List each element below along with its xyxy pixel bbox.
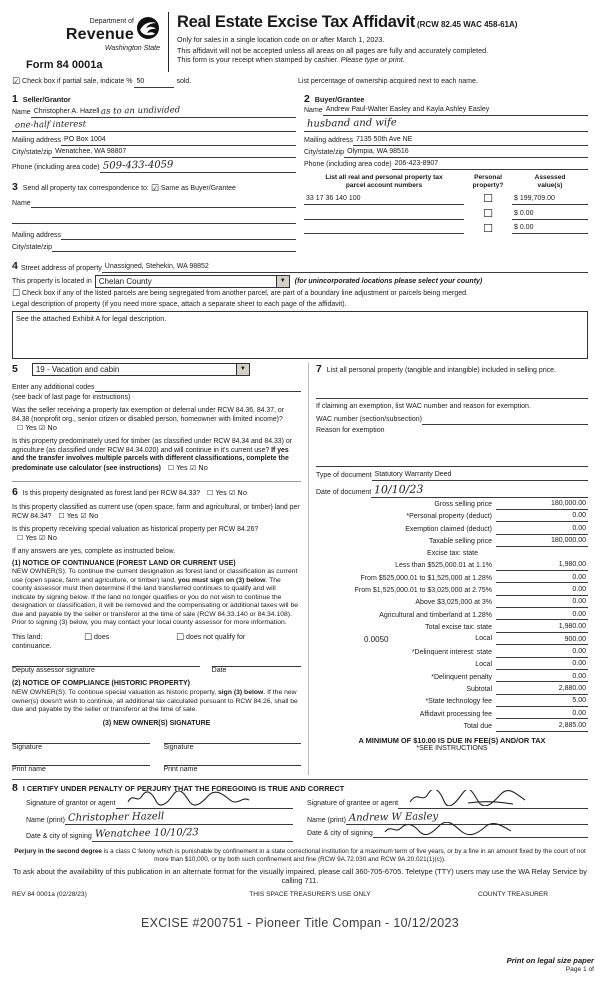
buyer-phone-value: 206-423-8907 xyxy=(394,159,439,167)
parcel-row xyxy=(304,193,588,205)
agency-top-label: Department of xyxy=(89,17,134,25)
same-as-buyer-checkbox[interactable]: ☑ xyxy=(150,184,159,195)
assessed-value-field-3[interactable]: $ 0.00 xyxy=(512,224,588,234)
tax-value: 0.00 xyxy=(496,611,588,621)
partial-sale-label-post: sold. xyxy=(176,78,192,86)
section6-number: 6 xyxy=(12,486,18,499)
partial-sale-line xyxy=(12,78,191,88)
ownership-note: List percentage of ownership acquired next to each name. xyxy=(298,78,478,86)
assessed-value-field-2[interactable]: $ 0.00 xyxy=(512,210,588,220)
use-code-select[interactable] xyxy=(32,363,250,376)
form-title-rcw: (RCW 82.45 WAC 458-61A) xyxy=(416,20,518,29)
reason-for-exemption-label: Reason for exemption xyxy=(316,427,385,434)
tax-value: 180,000.00 xyxy=(496,500,588,510)
tax-row: *Delinquent penalty 0.00 xyxy=(431,672,586,681)
wac-number-field[interactable] xyxy=(422,415,588,425)
print-name-label-2: Print name xyxy=(163,765,198,773)
deputy-assessor-label: Deputy assessor signature xyxy=(12,666,95,674)
buyer-name-value: Andrew Paul-Walter Easley and Kayla Ashley Easley xyxy=(325,106,490,114)
seller-city-label: City/state/zip xyxy=(12,148,53,156)
grantee-date-city-field[interactable] xyxy=(373,828,588,838)
corr-mailing-label: Mailing address xyxy=(12,231,62,239)
header-divider xyxy=(168,12,169,72)
notice1-title: (1) NOTICE OF CONTINUANCE (FOREST LAND OR CURRENT USE) xyxy=(12,559,236,567)
tax-value: 0.00 xyxy=(496,660,588,670)
buyer-mailing-value: 7135 50th Ave NE xyxy=(356,135,413,143)
tax-row: Taxable selling price 180,000.00 xyxy=(428,537,586,546)
historical-yesno-checkboxes[interactable]: ☐ Yes ☑ No xyxy=(17,534,58,543)
buyer-phone-field[interactable] xyxy=(392,160,588,170)
partial-sale-checkbox[interactable]: ☑ xyxy=(12,77,21,88)
print-name-label-1: Print name xyxy=(12,765,46,773)
corr-name-label: Name xyxy=(12,199,31,207)
grantee-signature-label: Signature of grantee or agent xyxy=(307,800,399,808)
notice2-body: NEW OWNER(S): To continue special valuation as historic property, sign (3) below. If the new owner(s) doesn't wish to continue, all additional tax calculated pursuant to RCW 84.26, shall be due and payable by the seller or transferor at the time of sale. xyxy=(12,689,298,713)
buyer-name-field-line2[interactable] xyxy=(304,118,588,132)
section1-number: 1 xyxy=(12,93,18,105)
buyer-name-handwriting: husband and wife xyxy=(306,117,397,130)
use-code-value: 19 - Vacation and cabin xyxy=(35,364,120,374)
page-number: Page 1 of xyxy=(565,965,594,973)
corr-city-label: City/state/zip xyxy=(12,243,53,251)
tax-row: Total excise tax: state 1,980.00 xyxy=(425,622,586,631)
tax-value: 0.00 xyxy=(496,512,588,522)
tax-row: Subtotal 2,880.00 xyxy=(466,684,586,693)
header-note-2: This affidavit will not be accepted unless all areas on all pages are fully and accurately completed. xyxy=(177,45,489,55)
partial-sale-percent-field[interactable]: 50 xyxy=(134,78,174,88)
section7-number: 7 xyxy=(316,363,322,376)
grantee-date-city-label: Date & city of signing xyxy=(307,829,373,837)
grantor-signature-field[interactable] xyxy=(116,799,293,809)
type-of-document-label: Type of document xyxy=(316,472,372,479)
corr-name-field-line2[interactable] xyxy=(12,214,296,224)
forest-land-question: Is this property designated as forest land per RCW 84.33? xyxy=(22,490,201,498)
section1-title: Seller/Grantor xyxy=(22,95,71,104)
tax-row: *Delinquent interest: state 0.00 xyxy=(411,647,586,656)
additional-codes-label: Enter any additional codes xyxy=(12,383,95,391)
section3-number: 3 xyxy=(12,181,18,194)
notice1-body: NEW OWNER(S): To continue the current designation as forest land or classification as current use (open space, farm and agriculture, or timber) land, you must sign on (3) below. The county assessor must then determine if the land transferred continues to qualify and will indicate by signing below. If the land no longer qualifies or you do not wish to continue the designation or classification, it will be removed and the compensating or additional taxes will be due and payable by the seller or transferor at the time of sale (RCW 84.33.140 or 84.34.108). Prior to signing (3) below, you may contact your local county assessor for more information. xyxy=(12,568,299,627)
seller-mailing-field[interactable] xyxy=(61,136,296,146)
timber-yesno-checkboxes[interactable]: ☐ Yes ☑ No xyxy=(167,463,208,472)
section4-number: 4 xyxy=(12,260,18,273)
located-in-label: This property is located in xyxy=(12,277,92,285)
header-note-3-italic: Please type or print. xyxy=(340,54,405,64)
use-code-dropdown-arrow-icon[interactable]: ▼ xyxy=(236,364,249,375)
parcel-col2-header: Personal property? xyxy=(472,173,504,189)
tax-row: Less than $525,000.01 at 1.1% 1,980.00 xyxy=(395,561,586,570)
seller-mailing-value: PO Box 1004 xyxy=(64,135,106,143)
seller-name-field[interactable] xyxy=(31,106,296,118)
seller-phone-label: Phone (including area code) xyxy=(12,164,100,172)
tax-value: 1,980.00 xyxy=(496,623,588,633)
new-owner-signature-title: (3) NEW OWNER(S) SIGNATURE xyxy=(102,720,211,728)
grantee-name-print-handwriting: Andrew W Easley xyxy=(348,811,439,824)
personal-property-blank-line[interactable] xyxy=(316,398,588,399)
legal-description-label: Legal description of property (if you need more space, attach a separate sheet to each page of the affidavit). xyxy=(12,301,347,309)
grantor-date-city-handwriting: Wenatchee 10/10/23 xyxy=(94,827,199,841)
section8-number: 8 xyxy=(12,781,18,794)
seller-name-handwriting-2: one-half interest xyxy=(14,119,87,131)
county-select[interactable] xyxy=(95,275,290,288)
type-of-document-field[interactable] xyxy=(372,471,588,481)
perjury-notice: Perjury in the second degree is a class C felony which is punishable by confinement in a state correctional institution for a maximum term of five years, or by a fine in an amount fixed by the court of not more than $10,000, or by both such confinement and fine (RCW 9A.72.030 and RCW 9A.20.021(1)(c)). xyxy=(14,847,586,863)
buyer-phone-label: Phone (including area code) xyxy=(304,160,392,168)
print-legal-size-note: Print on legal size paper xyxy=(506,956,594,966)
answers-yes-note: If any answers are yes, complete as instructed below. xyxy=(12,548,176,555)
historical-question: Is this property receiving special valuation as historical property per RCW 84.26? xyxy=(12,525,259,533)
seller-city-value: Wenatchee, WA 98807 xyxy=(55,147,127,155)
current-use-question: Is this property classified as current use (open space, farm and agricultural, or timber) land per RCW 84.34? xyxy=(12,503,300,521)
grantor-date-city-field[interactable] xyxy=(92,828,293,842)
notice2-title: (2) NOTICE OF COMPLIANCE (HISTORIC PROPERTY) xyxy=(12,680,190,688)
tax-row: 0.0050 Local 900.00 xyxy=(364,635,586,645)
tax-value: 0.00 xyxy=(496,586,588,596)
parcel-number-field-3[interactable] xyxy=(304,224,464,234)
header-note-3: This form is your receipt when stamped by cashier. xyxy=(177,54,339,64)
tax-value: 0.00 xyxy=(496,648,588,658)
tax-row: Above $3,025,000 at 3% 0.00 xyxy=(415,598,586,607)
does-not-qualify-checkbox[interactable]: ☐ xyxy=(176,632,185,643)
street-address-label: Street address of property xyxy=(20,264,102,272)
alternate-format-note: To ask about the availability of this publication in an alternate format for the visually impaired, please call 360-705-6705. Teletype (TTY) users may use the WA Relay Service by calling 711. xyxy=(13,866,587,886)
grantor-name-print-label: Name (print) xyxy=(26,816,65,824)
partial-sale-label: Check box if partial sale, indicate % xyxy=(22,78,133,86)
tax-row: Gross selling price 180,000.00 xyxy=(434,500,586,509)
corr-name-field[interactable] xyxy=(31,198,296,208)
section3-label: Send all property tax correspondence to: xyxy=(22,185,149,193)
tax-value: 0.00 xyxy=(496,710,588,720)
section1-header xyxy=(12,93,296,106)
signature-label-2: Signature xyxy=(163,744,194,752)
grantee-signature-scribble xyxy=(408,790,528,810)
section5-number: 5 xyxy=(12,363,18,376)
date-of-document-handwriting: 10/10/23 xyxy=(374,482,424,497)
exemption-yesno-checkboxes[interactable]: ☐ Yes ☑ No xyxy=(17,424,58,433)
continuance-label: continuance. xyxy=(12,642,52,650)
local-rate-value: 0.0050 xyxy=(364,635,389,645)
form-header xyxy=(12,8,588,72)
buyer-name-field[interactable] xyxy=(323,106,588,116)
grantee-signature-field[interactable] xyxy=(398,799,588,809)
seller-name-field-line2[interactable] xyxy=(12,120,296,132)
agency-block xyxy=(12,8,160,72)
additional-codes-field[interactable] xyxy=(95,382,302,392)
county-note: (for unincorporated locations please select your county) xyxy=(294,277,483,285)
seller-name-value: Christopher A. Hazell xyxy=(33,108,100,116)
does-not-qualify-label: does not qualify for xyxy=(186,633,246,641)
deputy-date-label: Date xyxy=(211,666,227,674)
header-note-1: Only for sales in a single location code on or after March 1, 2023. xyxy=(177,34,385,44)
buyer-city-field[interactable] xyxy=(344,148,588,158)
exemption-note: If claiming an exemption, list WAC number and reason for exemption. xyxy=(316,403,531,411)
grantor-date-city-label: Date & city of signing xyxy=(26,833,92,841)
forest-land-yesno-checkboxes[interactable]: ☐ Yes ☑ No xyxy=(207,489,248,498)
personal-property-checkbox-3[interactable]: ☐ xyxy=(483,221,493,235)
certify-statement: I CERTIFY UNDER PENALTY OF PERJURY THAT THE FOREGOING IS TRUE AND CORRECT xyxy=(22,783,345,793)
tax-row: Local 0.00 xyxy=(475,660,586,669)
parcel-row xyxy=(304,223,588,235)
seller-phone-handwriting: 509-433-4059 xyxy=(102,159,174,172)
corr-mailing-field[interactable] xyxy=(61,230,296,240)
tax-value: 0.00 xyxy=(496,673,588,683)
county-select-value: Chelan County xyxy=(98,276,152,286)
seller-city-field[interactable] xyxy=(52,148,296,158)
tax-value: 0.00 xyxy=(496,598,588,608)
date-of-document-field[interactable] xyxy=(371,483,588,498)
timber-question: Is this property predominately used for timber (as classified under RCW 84.34 and 84.33) or agriculture (as classified under RCW 84.34.020) and will continue in it's current use? xyxy=(12,437,292,454)
segregated-checkbox[interactable]: ☐ xyxy=(12,289,21,300)
section7-title: List all personal property (tangible and intangible) included in selling price. xyxy=(326,367,556,375)
parcel-col1-header: List all real and personal property tax parcel account numbers xyxy=(325,173,443,189)
parcel-col3-header: Assessed value(s) xyxy=(534,173,566,189)
buyer-mailing-label: Mailing address xyxy=(304,136,354,144)
this-land-label: This land: xyxy=(12,633,43,641)
tax-row: Exemption claimed (deduct) 0.00 xyxy=(405,524,586,533)
street-address-field[interactable] xyxy=(102,263,588,273)
excise-tax-state-header: Excise tax: state xyxy=(427,549,478,557)
exemption-question: Was the seller receiving a property tax exemption or deferral under RCW 84.36, 84.37, or 84.38 (nonprofit org., senior citizen or disabled person, homeowner with limited income)? xyxy=(12,407,285,423)
tax-value: 180,000.00 xyxy=(496,537,588,547)
assessed-value-field-1[interactable]: $ 199,709.00 xyxy=(512,195,588,205)
county-dropdown-arrow-icon[interactable]: ▼ xyxy=(276,276,289,287)
tax-row: From $525,000.01 to $1,525,000 at 1.28% 0.00 xyxy=(360,573,586,582)
signature-label-1: Signature xyxy=(12,744,42,752)
buyer-city-label: City/state/zip xyxy=(304,148,345,156)
personal-property-checkbox-2[interactable]: ☐ xyxy=(483,206,493,220)
buyer-mailing-field[interactable] xyxy=(353,136,588,146)
current-use-yesno-checkboxes[interactable]: ☐ Yes ☑ No xyxy=(58,512,99,521)
personal-property-checkbox-1[interactable]: ☐ xyxy=(483,192,493,206)
grantee-date-city-scribble xyxy=(383,822,513,840)
buyer-city-value: Olympia, WA 98516 xyxy=(347,147,409,155)
buyer-name-label: Name xyxy=(304,107,323,115)
section2-title: Buyer/Grantee xyxy=(314,95,365,104)
type-of-document-value: Statutory Warranty Deed xyxy=(374,470,452,478)
same-as-buyer-label: Same as Buyer/Grantee xyxy=(160,185,236,193)
section2-number: 2 xyxy=(304,93,310,105)
parcel-number-field[interactable]: 33 17 36 140 100 xyxy=(304,195,464,205)
tax-value: 0.00 xyxy=(496,574,588,584)
excise-receipt-stamp: EXCISE #200751 - Pioneer Title Compan - 10/12/2023 xyxy=(141,915,459,930)
seller-mailing-label: Mailing address xyxy=(12,136,62,144)
section3-header xyxy=(12,181,296,194)
grantor-signature-label: Signature of grantor or agent xyxy=(26,800,116,808)
legal-description-value: See the attached Exhibit A for legal description. xyxy=(16,314,167,324)
grantor-signature-scribble xyxy=(126,791,251,810)
parcel-table xyxy=(304,174,588,235)
tax-row: Affidavit processing fee 0.00 xyxy=(419,709,586,718)
tax-row: Agricultural and timberland at 1.28% 0.00 xyxy=(379,610,586,619)
date-of-document-label: Date of document xyxy=(316,488,372,496)
seller-phone-field[interactable] xyxy=(100,160,296,174)
segregated-label: Check box if any of the listed parcels are being segregated from another parcel, are part of a boundary line adjustment or parcels being merged. xyxy=(22,290,468,298)
form-number: Form 84 0001a xyxy=(26,58,103,71)
parcel-row xyxy=(304,208,588,220)
minimum-due-note: A MINIMUM OF $10.00 IS DUE IN FEE(S) AND/OR TAX xyxy=(358,735,546,745)
treasurer-space-label: THIS SPACE TREASURER'S USE ONLY xyxy=(249,891,371,899)
seller-name-handwriting: as to an undivided xyxy=(101,105,181,117)
parcel-number-field-2[interactable] xyxy=(304,210,464,220)
dor-logo-icon xyxy=(136,16,160,44)
county-treasurer-label: COUNTY TREASURER xyxy=(477,891,549,899)
tax-row: From $1,525,000.01 to $3,025,000 at 2.75% 0.00 xyxy=(354,585,586,594)
timber-question-bold: If yes and the transfer involves multiple parcels with different classifications, complete the predominate use calculator (see instructions) xyxy=(12,446,289,472)
legal-description-box[interactable] xyxy=(12,311,588,359)
tax-value: 5.00 xyxy=(496,697,588,707)
tax-value: 1,980.00 xyxy=(496,561,588,571)
street-address-value: Unassigned, Stehekin, WA 98852 xyxy=(104,263,209,271)
corr-city-field[interactable] xyxy=(52,242,296,252)
agency-sub-label: Washington State xyxy=(104,44,160,52)
grantee-name-print-label: Name (print) xyxy=(307,816,346,824)
does-qualify-label: does xyxy=(94,633,110,641)
see-instructions-note: *SEE INSTRUCTIONS xyxy=(416,744,488,752)
agency-name: Revenue xyxy=(65,25,134,43)
form-title: Real Estate Excise Tax Affidavit xyxy=(177,13,416,31)
tax-value: 2,885.00 xyxy=(496,722,588,732)
tax-value: 0.00 xyxy=(496,525,588,535)
tax-row: *Personal property (deduct) 0.00 xyxy=(406,512,586,521)
tax-value: 2,880.00 xyxy=(496,685,588,695)
tax-row: *State technology fee 5.00 xyxy=(425,697,586,706)
tax-value: 900.00 xyxy=(496,636,588,646)
additional-codes-note: (see back of last page for instructions) xyxy=(12,394,131,402)
seller-name-label: Name xyxy=(12,109,31,117)
tax-row: Total due 2,885.00 xyxy=(463,721,586,730)
does-qualify-checkbox[interactable]: ☐ xyxy=(84,632,93,643)
section2-header xyxy=(304,93,588,106)
grantor-name-print-field[interactable] xyxy=(65,812,293,826)
wac-number-label: WAC number (section/subsection) xyxy=(316,416,422,424)
rev-form-footer: REV 84 0001a (02/28/23) xyxy=(12,891,87,899)
grantor-name-print-handwriting: Christopher Hazell xyxy=(67,811,165,824)
